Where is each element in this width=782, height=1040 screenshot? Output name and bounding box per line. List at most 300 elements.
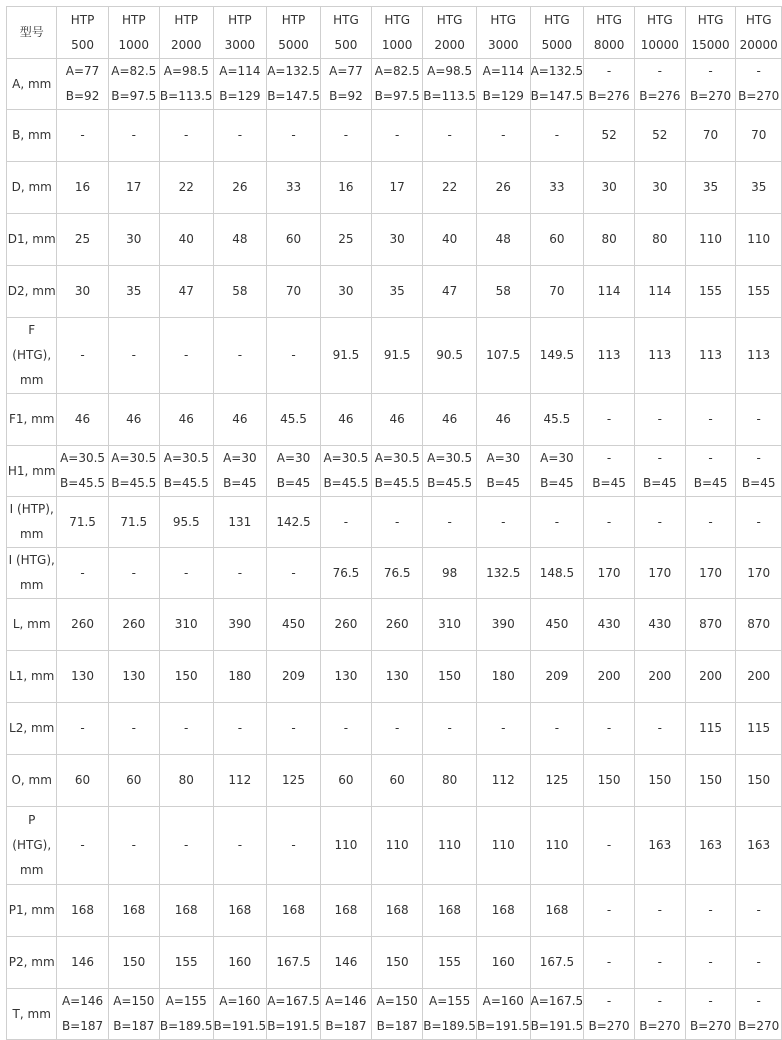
- table-cell: [108, 548, 159, 599]
- column-series: HTP: [281, 12, 306, 27]
- table-cell: [634, 497, 685, 548]
- table-cell: [476, 989, 530, 1040]
- cell-value: 155: [747, 284, 771, 298]
- table-cell: [57, 266, 108, 318]
- cell-value: 131: [228, 514, 252, 529]
- cell-value: B=45.5: [111, 476, 157, 490]
- table-cell: [584, 599, 635, 651]
- spec-table: [6, 6, 782, 1040]
- table-cell: [267, 989, 321, 1040]
- cell-value: A=30: [276, 451, 311, 465]
- row-label-line: D1, mm: [7, 232, 56, 246]
- table-row: [7, 497, 782, 548]
- cell-value: -: [291, 721, 296, 735]
- table-cell: [372, 214, 423, 266]
- cell-value: 110: [438, 838, 462, 852]
- table-cell: [57, 548, 108, 599]
- cell-value: -: [756, 903, 761, 917]
- cell-value: 310: [174, 617, 198, 631]
- table-cell: [530, 497, 584, 548]
- table-row: [7, 937, 782, 989]
- cell-value: 149.5: [539, 348, 575, 362]
- table-cell: [159, 989, 213, 1040]
- cell-value: 150: [385, 955, 409, 969]
- cell-value: B=189.5: [423, 1019, 476, 1033]
- table-cell: [159, 318, 213, 394]
- table-cell: [108, 755, 159, 807]
- table-cell: [57, 599, 108, 651]
- cell-value: A=114: [482, 64, 524, 78]
- table-cell: [108, 885, 159, 937]
- table-cell: [108, 266, 159, 318]
- table-cell: [736, 989, 782, 1040]
- cell-value: 130: [385, 669, 409, 683]
- cell-value: 150: [174, 669, 198, 683]
- table-cell: [476, 266, 530, 318]
- table-cell: [57, 703, 108, 755]
- cell-value: B=45.5: [374, 476, 420, 490]
- column-size: 3000: [224, 37, 256, 52]
- table-cell: [372, 446, 423, 497]
- cell-value: 76.5: [332, 565, 360, 580]
- table-cell: [530, 318, 584, 394]
- table-cell: [634, 110, 685, 162]
- table-cell: [530, 807, 584, 885]
- cell-value: -: [708, 903, 713, 917]
- table-cell: [267, 937, 321, 989]
- table-cell: [57, 162, 108, 214]
- table-cell: [108, 318, 159, 394]
- table-cell: [320, 59, 371, 110]
- row-label: [7, 446, 57, 497]
- table-cell: [159, 59, 213, 110]
- cell-value: A=150: [376, 994, 418, 1008]
- table-cell: [476, 318, 530, 394]
- cell-value: 112: [228, 773, 252, 787]
- table-cell: [159, 446, 213, 497]
- cell-value: 870: [747, 617, 771, 631]
- row-label: [7, 599, 57, 651]
- table-cell: [423, 755, 477, 807]
- table-cell: [584, 989, 635, 1040]
- table-cell: [685, 755, 736, 807]
- cell-value: -: [501, 514, 506, 529]
- table-cell: [213, 214, 267, 266]
- table-cell: [584, 318, 635, 394]
- cell-value: A=114: [219, 64, 261, 78]
- cell-value: 170: [597, 565, 621, 580]
- table-cell: [57, 446, 108, 497]
- table-cell: [634, 599, 685, 651]
- table-cell: [108, 162, 159, 214]
- table-cell: [108, 214, 159, 266]
- table-cell: [685, 394, 736, 446]
- cell-value: 95.5: [172, 514, 200, 529]
- table-cell: [476, 394, 530, 446]
- table-cell: [736, 446, 782, 497]
- table-cell: [320, 703, 371, 755]
- table-cell: [685, 497, 736, 548]
- table-cell: [320, 755, 371, 807]
- cell-value: 142.5: [276, 514, 311, 529]
- cell-value: 130: [71, 669, 94, 683]
- table-cell: [372, 548, 423, 599]
- cell-value: A=82.5: [374, 64, 420, 78]
- table-cell: [320, 989, 371, 1040]
- table-cell: [57, 59, 108, 110]
- table-cell: [267, 497, 321, 548]
- table-cell: [423, 989, 477, 1040]
- cell-value: B=45: [643, 476, 677, 490]
- cell-value: 46: [441, 412, 458, 426]
- cell-value: -: [657, 514, 662, 529]
- cell-value: 260: [71, 617, 94, 631]
- table-cell: [372, 599, 423, 651]
- cell-value: -: [237, 565, 243, 580]
- cell-value: 209: [545, 669, 569, 683]
- table-cell: [320, 599, 371, 651]
- cell-value: 168: [71, 903, 94, 917]
- column-size: 15000: [691, 37, 730, 52]
- row-label-line: P1, mm: [8, 903, 55, 917]
- row-label: [7, 548, 57, 599]
- column-series: HTG: [697, 12, 724, 27]
- column-size: 8000: [593, 37, 625, 52]
- column-series: HTG: [384, 12, 410, 27]
- table-cell: [584, 548, 635, 599]
- table-cell: [423, 548, 477, 599]
- cell-value: B=45: [223, 476, 257, 490]
- table-cell: [736, 497, 782, 548]
- table-cell: [213, 755, 267, 807]
- table-cell: [634, 548, 685, 599]
- table-cell: [159, 394, 213, 446]
- cell-value: B=191.5: [267, 1019, 320, 1033]
- cell-value: -: [606, 412, 612, 426]
- cell-value: -: [554, 128, 560, 142]
- table-cell: [584, 446, 635, 497]
- cell-value: 25: [74, 232, 91, 246]
- cell-value: 310: [438, 617, 462, 631]
- table-cell: [530, 548, 584, 599]
- cell-value: B=189.5: [159, 1019, 213, 1033]
- row-label: [7, 651, 57, 703]
- cell-value: 113: [648, 348, 672, 362]
- cell-value: -: [708, 412, 713, 426]
- cell-value: A=30.5: [60, 451, 106, 465]
- cell-value: B=45.5: [427, 476, 473, 490]
- cell-value: -: [237, 128, 243, 142]
- column-series: HTG: [544, 12, 570, 27]
- table-cell: [685, 446, 736, 497]
- table-body: [7, 59, 782, 1040]
- column-size: 5000: [541, 37, 573, 52]
- cell-value: 22: [178, 180, 194, 194]
- table-cell: [736, 162, 782, 214]
- table-cell: [634, 266, 685, 318]
- table-cell: [685, 162, 736, 214]
- column-series: HTP: [70, 12, 95, 27]
- table-cell: [267, 885, 321, 937]
- column-header: [159, 7, 213, 59]
- cell-value: -: [756, 955, 761, 969]
- cell-value: B=129: [482, 89, 524, 103]
- cell-value: -: [606, 955, 612, 969]
- cell-value: 91.5: [332, 348, 360, 362]
- table-cell: [213, 885, 267, 937]
- row-label-line: H1, mm: [7, 463, 56, 478]
- table-cell: [476, 548, 530, 599]
- cell-value: B=113.5: [423, 89, 476, 103]
- table-cell: [267, 266, 321, 318]
- cell-value: A=98.5: [427, 64, 473, 78]
- table-cell: [634, 162, 685, 214]
- row-label-line: B, mm: [12, 128, 52, 142]
- cell-value: B=45: [741, 476, 776, 490]
- table-cell: [634, 703, 685, 755]
- table-cell: [213, 703, 267, 755]
- table-cell: [108, 651, 159, 703]
- cell-value: -: [237, 838, 243, 852]
- table-cell: [736, 885, 782, 937]
- table-cell: [736, 703, 782, 755]
- table-cell: [736, 599, 782, 651]
- cell-value: 130: [334, 669, 358, 683]
- cell-value: 150: [122, 955, 146, 969]
- column-header: [372, 7, 423, 59]
- cell-value: A=155: [429, 994, 471, 1008]
- cell-value: 45.5: [280, 412, 307, 426]
- cell-value: -: [554, 514, 560, 529]
- table-row: [7, 214, 782, 266]
- table-cell: [320, 318, 371, 394]
- table-cell: [685, 807, 736, 885]
- table-cell: [213, 548, 267, 599]
- row-label-line: (HTG),: [12, 838, 52, 852]
- table-cell: [476, 807, 530, 885]
- cell-value: -: [756, 451, 761, 465]
- cell-value: 146: [334, 955, 358, 969]
- cell-value: 16: [74, 180, 91, 194]
- table-cell: [634, 755, 685, 807]
- column-header: [584, 7, 635, 59]
- row-label-line: T, mm: [12, 1006, 51, 1021]
- cell-value: B=270: [738, 89, 780, 103]
- cell-value: 130: [122, 669, 146, 683]
- table-cell: [736, 651, 782, 703]
- cell-value: -: [708, 64, 713, 78]
- cell-value: -: [708, 451, 713, 465]
- row-label: [7, 214, 57, 266]
- cell-value: 115: [747, 721, 771, 735]
- cell-value: -: [756, 514, 761, 529]
- table-cell: [213, 599, 267, 651]
- cell-value: 170: [648, 565, 672, 580]
- table-cell: [320, 651, 371, 703]
- table-cell: [530, 446, 584, 497]
- cell-value: 46: [495, 412, 511, 426]
- cell-value: 167.5: [539, 955, 575, 969]
- cell-value: -: [131, 348, 136, 362]
- table-cell: [213, 937, 267, 989]
- cell-value: 90.5: [436, 348, 463, 362]
- table-cell: [57, 989, 108, 1040]
- cell-value: 35: [702, 180, 719, 194]
- table-cell: [423, 497, 477, 548]
- cell-value: B=129: [219, 89, 261, 103]
- cell-value: 170: [747, 565, 771, 580]
- cell-value: B=97.5: [111, 89, 157, 103]
- cell-value: 112: [491, 773, 515, 787]
- cell-value: 150: [747, 773, 771, 787]
- table-cell: [372, 266, 423, 318]
- cell-value: A=82.5: [111, 64, 157, 78]
- cell-value: -: [657, 955, 662, 969]
- table-cell: [736, 394, 782, 446]
- column-header: [267, 7, 321, 59]
- cell-value: 60: [74, 773, 91, 787]
- table-cell: [476, 162, 530, 214]
- table-cell: [320, 497, 371, 548]
- cell-value: 209: [282, 669, 305, 683]
- table-cell: [530, 214, 584, 266]
- table-cell: [530, 59, 584, 110]
- cell-value: 17: [126, 180, 142, 194]
- cell-value: 46: [126, 412, 142, 426]
- cell-value: 71.5: [69, 514, 96, 529]
- table-cell: [372, 703, 423, 755]
- cell-value: B=270: [588, 1019, 630, 1033]
- table-cell: [736, 110, 782, 162]
- cell-value: 180: [228, 669, 252, 683]
- table-cell: [213, 59, 267, 110]
- cell-value: 46: [389, 412, 405, 426]
- table-row: [7, 548, 782, 599]
- cell-value: 60: [549, 232, 565, 246]
- cell-value: 450: [545, 617, 569, 631]
- cell-value: 46: [178, 412, 194, 426]
- cell-value: B=147.5: [267, 89, 320, 103]
- cell-value: B=92: [65, 89, 100, 103]
- cell-value: 450: [282, 617, 305, 631]
- table-cell: [736, 214, 782, 266]
- table-cell: [159, 807, 213, 885]
- cell-value: 114: [648, 284, 672, 298]
- table-cell: [57, 318, 108, 394]
- cell-value: B=191.5: [213, 1019, 267, 1033]
- table-cell: [423, 446, 477, 497]
- cell-value: 40: [178, 232, 194, 246]
- cell-value: -: [501, 128, 506, 142]
- cell-value: 163: [699, 838, 722, 852]
- table-cell: [584, 110, 635, 162]
- cell-value: 30: [74, 284, 91, 298]
- column-series: HTG: [596, 12, 622, 27]
- cell-value: A=77: [65, 64, 100, 78]
- cell-value: A=30: [540, 451, 574, 465]
- table-cell: [476, 937, 530, 989]
- table-cell: [57, 110, 108, 162]
- row-label: [7, 162, 57, 214]
- cell-value: A=30: [223, 451, 257, 465]
- table-cell: [634, 394, 685, 446]
- cell-value: B=270: [689, 1019, 732, 1033]
- table-row: [7, 599, 782, 651]
- table-cell: [57, 394, 108, 446]
- cell-value: -: [606, 64, 612, 78]
- cell-value: -: [606, 994, 612, 1008]
- table-cell: [530, 885, 584, 937]
- cell-value: B=45: [276, 476, 311, 490]
- column-header: [476, 7, 530, 59]
- cell-value: 91.5: [383, 348, 411, 362]
- table-cell: [57, 807, 108, 885]
- table-cell: [634, 807, 685, 885]
- cell-value: 110: [545, 838, 569, 852]
- cell-value: A=30: [486, 451, 521, 465]
- cell-value: A=155: [165, 994, 207, 1008]
- row-label-line: L2, mm: [9, 721, 55, 735]
- table-cell: [530, 110, 584, 162]
- column-size: 3000: [487, 37, 519, 52]
- cell-value: 52: [601, 128, 617, 142]
- cell-value: B=276: [588, 89, 630, 103]
- table-cell: [476, 446, 530, 497]
- cell-value: 125: [545, 773, 569, 787]
- row-label: [7, 59, 57, 110]
- cell-value: 45.5: [543, 412, 571, 426]
- table-cell: [372, 989, 423, 1040]
- cell-value: -: [657, 412, 662, 426]
- row-label: [7, 394, 57, 446]
- cell-value: 168: [438, 903, 462, 917]
- cell-value: -: [606, 514, 612, 529]
- cell-value: 167.5: [276, 955, 311, 969]
- cell-value: 132.5: [486, 565, 521, 580]
- cell-value: -: [657, 994, 662, 1008]
- cell-value: -: [80, 721, 85, 735]
- row-label: [7, 885, 57, 937]
- table-cell: [108, 937, 159, 989]
- row-label-line: D2, mm: [7, 284, 56, 298]
- table-cell: [584, 59, 635, 110]
- table-cell: [267, 703, 321, 755]
- column-header: [108, 7, 159, 59]
- table-cell: [267, 394, 321, 446]
- cell-value: -: [291, 838, 296, 852]
- cell-value: 150: [699, 773, 722, 787]
- cell-value: 180: [491, 669, 515, 683]
- row-label-line: P2, mm: [8, 955, 55, 969]
- table-cell: [213, 394, 267, 446]
- table-cell: [372, 162, 423, 214]
- cell-value: 33: [549, 180, 565, 194]
- table-row: [7, 703, 782, 755]
- table-cell: [159, 497, 213, 548]
- column-series: HTP: [174, 12, 199, 27]
- cell-value: 150: [648, 773, 672, 787]
- cell-value: 110: [747, 232, 771, 246]
- table-cell: [685, 885, 736, 937]
- cell-value: A=132.5: [267, 64, 320, 78]
- cell-value: 60: [338, 773, 354, 787]
- cell-value: B=45: [486, 476, 521, 490]
- row-label-line: mm: [20, 373, 44, 387]
- cell-value: 47: [178, 284, 194, 298]
- table-cell: [372, 110, 423, 162]
- row-label: [7, 497, 57, 548]
- cell-value: 58: [232, 284, 248, 298]
